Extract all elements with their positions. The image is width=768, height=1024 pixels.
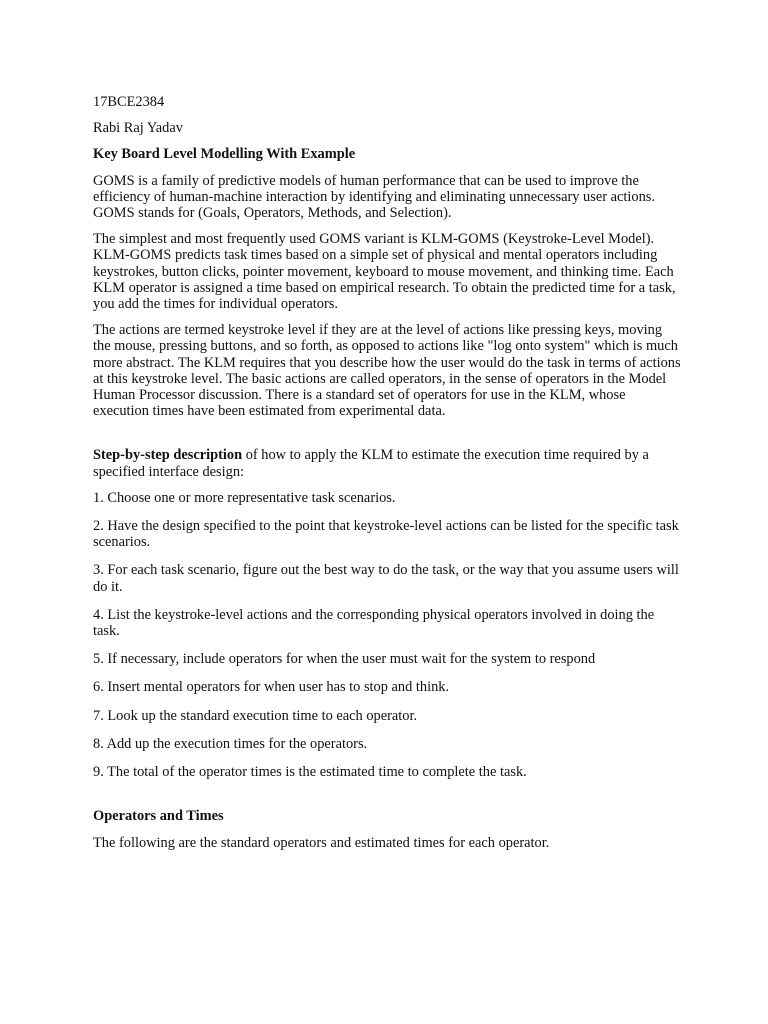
student-id: 17BCE2384	[93, 94, 165, 110]
step-item-9: 9. The total of the operator times is the estimated time to complete the task.	[93, 764, 527, 781]
klm-paragraph: The simplest and most frequently used GOMS variant is KLM-GOMS (Keystroke-Level Model). KLM-GOMS predicts task times based on a simple set of physical and mental operators including keystrokes, button clicks, pointer movement, keyboard to mouse movement, and thinking time. Each KLM operator is assigned a time based on empirical research. To obtain the predicted time for a task, you add the times for individual operators.	[93, 231, 676, 313]
steps-intro-text: of how to apply the KLM to estimate the execution time required by a specified interface design:	[93, 447, 649, 480]
step-item-6: 6. Insert mental operators for when user has to stop and think.	[93, 679, 450, 696]
document-page	[93, 94, 681, 861]
step-item-2: 2. Have the design specified to the point that keystroke-level actions can be listed for the specific task scenarios.	[93, 518, 679, 551]
operators-heading: Operators and Times	[93, 808, 224, 825]
step-item-7: 7. Look up the standard execution time to each operator.	[93, 707, 418, 724]
steps-intro-paragraph	[93, 447, 681, 479]
actions-paragraph: The actions are termed keystroke level if they are at the level of actions like pressing keys, moving the mouse, pressing buttons, and so forth, as opposed to actions like "log onto system" which is much more abstract. The KLM requires that you describe how the user would do the task in terms of actions at this keystroke level. The basic actions are called operators, in the sense of operators in the Model Human Processor discussion. There is a standard set of operators for use in the KLM, whose execution times have been estimated from experimental data.	[93, 322, 681, 420]
step-item-3: 3. For each task scenario, figure out the best way to do the task, or the way that you assume users will do it.	[93, 562, 679, 595]
step-item-1: 1. Choose one or more representative task scenarios.	[93, 489, 396, 506]
step-item-4: 4. List the keystroke-level actions and the corresponding physical operators involved in doing the task.	[93, 606, 655, 640]
document-title: Key Board Level Modelling With Example	[93, 146, 356, 163]
author-name: Rabi Raj Yadav	[93, 120, 183, 137]
operators-intro: The following are the standard operators and estimated times for each operator.	[93, 834, 550, 851]
steps-heading: Step-by-step description	[93, 447, 243, 464]
steps-list	[93, 490, 681, 780]
step-item-5: 5. If necessary, include operators for when the user must wait for the system to respond	[93, 651, 596, 668]
goms-paragraph: GOMS is a family of predictive models of human performance that can be used to improve the efficiency of human-machine interaction by identifying and eliminating unnecessary user actions. GOMS stands for (Goals, Operators, Methods, and Selection).	[93, 172, 655, 222]
step-item-8: 8. Add up the execution times for the operators.	[93, 735, 368, 752]
